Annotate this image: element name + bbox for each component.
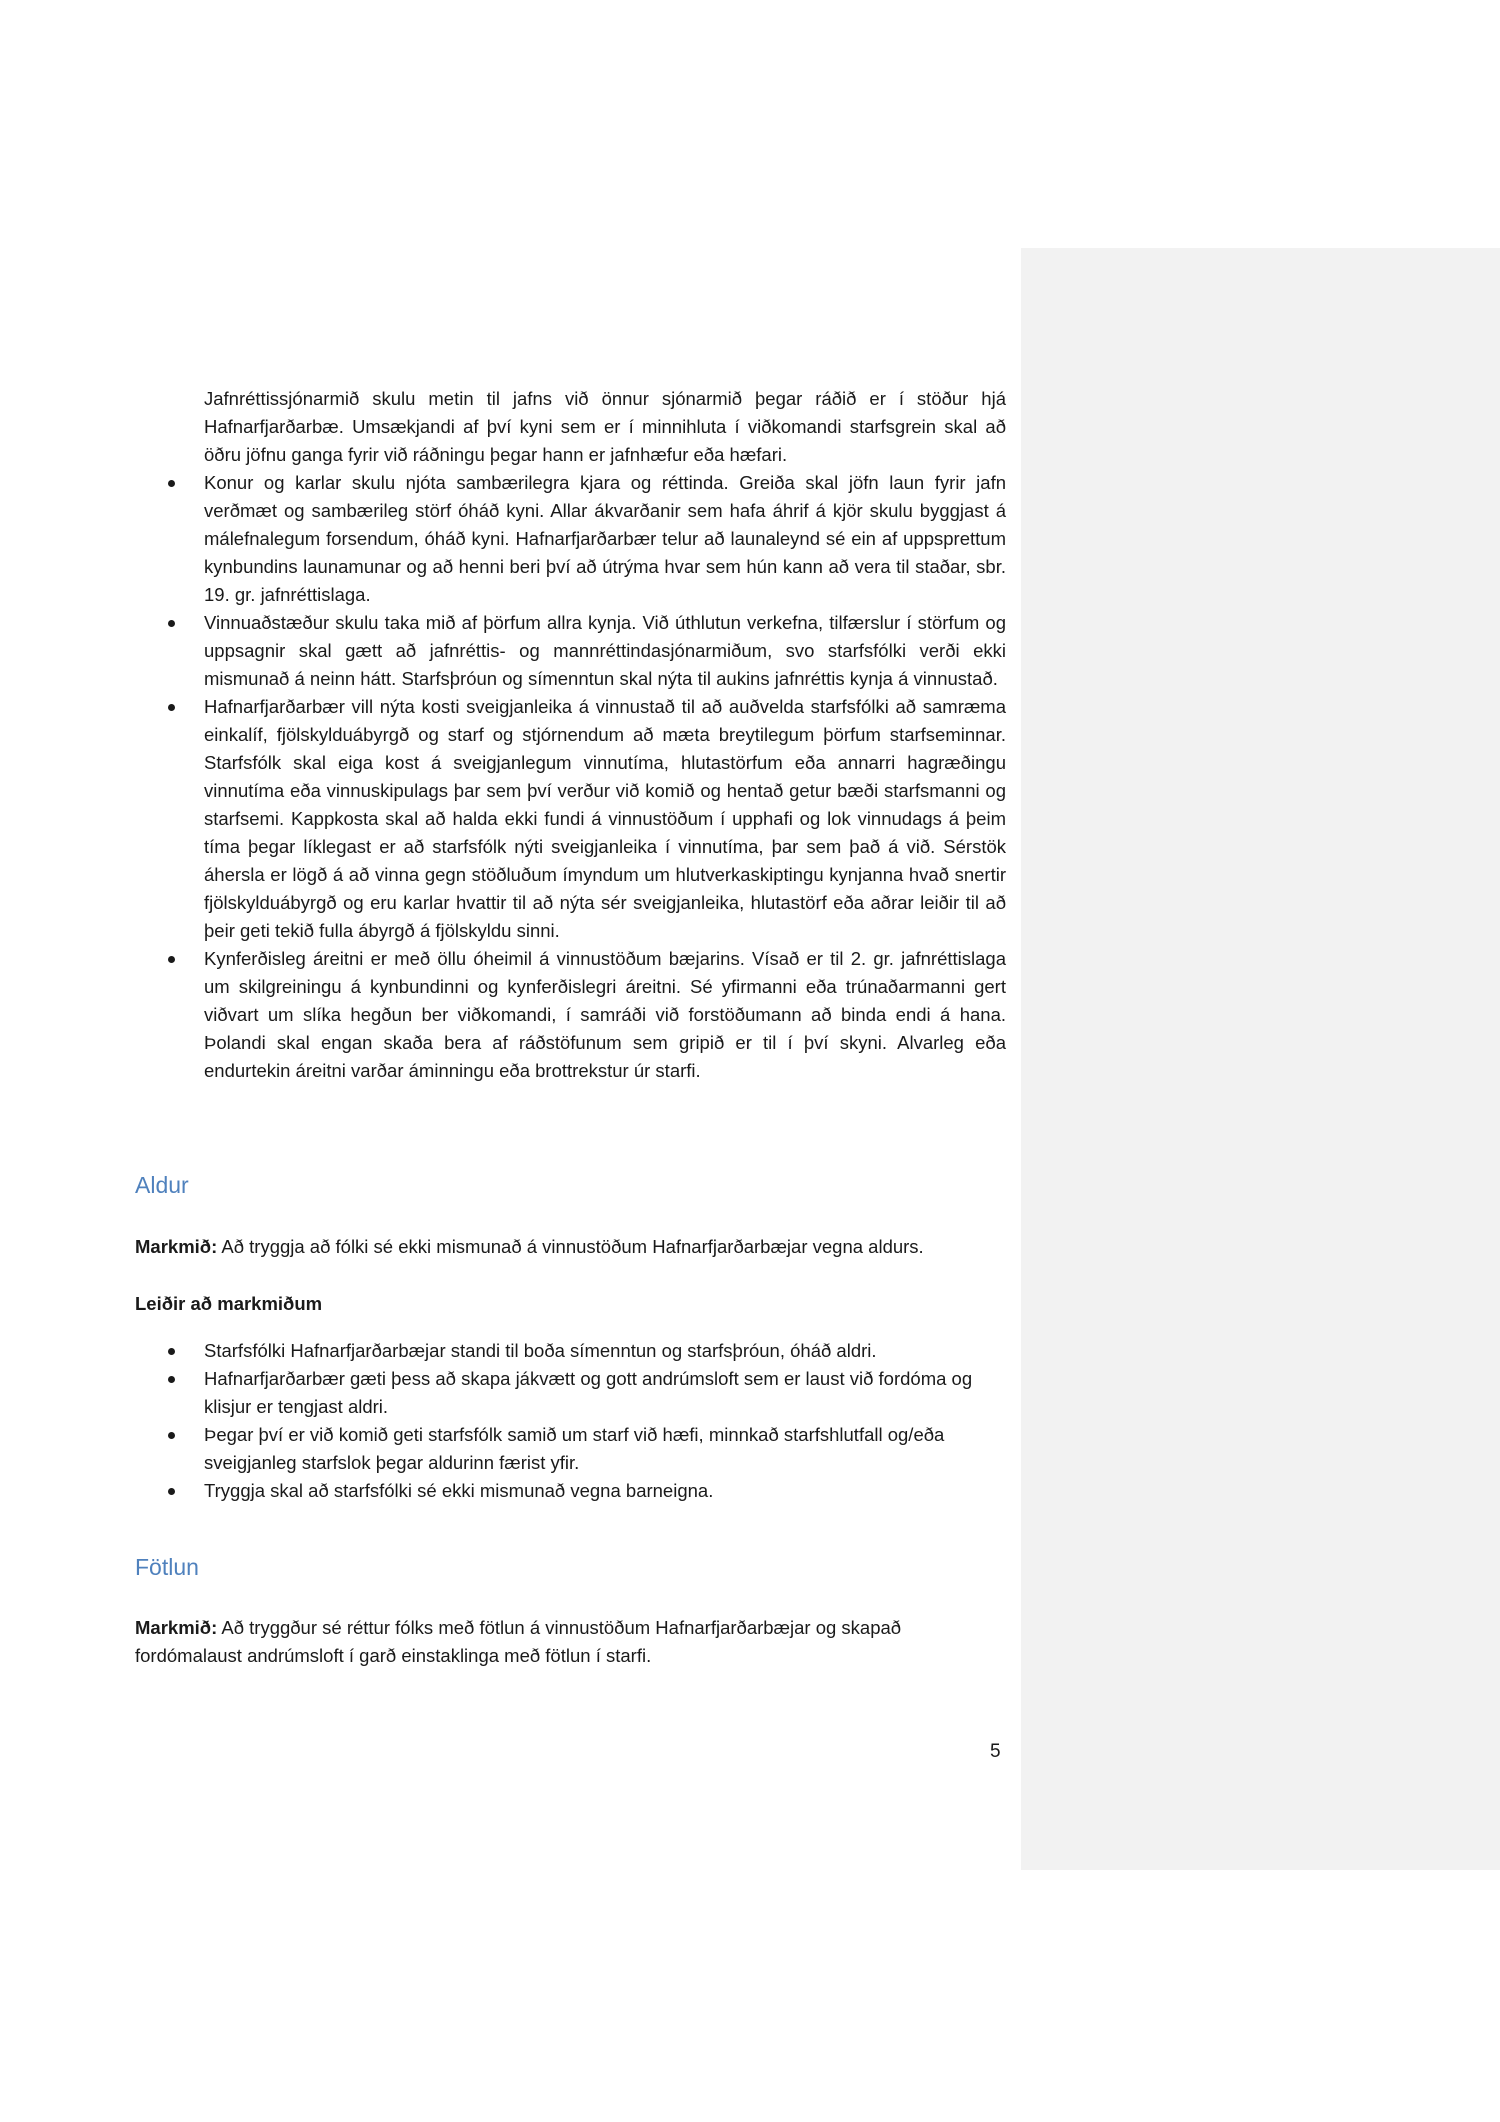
goal-text: Að tryggður sé réttur fólks með fötlun á vinnustöðum Hafnarfjarðarbæjar og skapað fordómalaust andrúmsloft í garð einstaklinga með fötlun í starfi.: [135, 1617, 902, 1666]
goal-label: Markmið:: [135, 1617, 218, 1638]
list-item: [135, 1477, 1006, 1505]
page-number: 5: [990, 1741, 1001, 1762]
bullet-icon: [168, 1432, 175, 1439]
list-item-text: Konur og karlar skulu njóta sambærilegra kjara og réttinda. Greiða skal jöfn laun fyrir jafn verðmæt og sambærileg störf óháð kyni. Allar ákvarðanir sem hafa áhrif á kjör skulu byggjast á málefnalegum forsendum, óháð kyni. Hafnarfjarðarbær telur að launaleynd sé ein af uppsprettum kynbundins launamunar og að henni beri því að útrýma hvar sem hún kann að vera til staðar, sbr. 19. gr. jafnréttislaga.: [204, 472, 1006, 605]
section-heading-fotlun: Fötlun: [135, 1554, 199, 1580]
list-item-text: Vinnuaðstæður skulu taka mið af þörfum allra kynja. Við úthlutun verkefna, tilfærslur í störfum og uppsagnir skal gætt að jafnréttis- og mannréttindasjónarmiðum, svo starfsfólki verði ekki mismunað á neinn hátt. Starfsþróun og símenntun skal nýta til aukins jafnréttis kynja á vinnustað.: [204, 612, 1006, 689]
goal-label: Markmið:: [135, 1236, 218, 1257]
list-item: [135, 693, 1006, 945]
list-item-text: Hafnarfjarðarbær vill nýta kosti sveigjanleika á vinnustað til að auðvelda starfsfólki að samræma einkalíf, fjölskylduábyrgð og starf og stjórnendum að mæta breytilegum þörfum starfseminnar. Starfsfólk skal eiga kost á sveigjanlegum vinnutíma, hlutastörfum eða annarri hagræðingu vinnutíma eða vinnuskipulags þar sem því verður við komið og hentað getur bæði starfsmanni og starfsemi. Kappkosta skal að halda ekki fundi á vinnustöðum í upphafi og lok vinnudags á þeim tíma þegar líklegast er að starfsfólk nýti sveigjanleika í vinnutíma, þar sem það á við. Sérstök áhersla er lögð á að vinna gegn stöðluðum ímyndum um hlutverkaskiptingu kynjanna hvað snertir fjölskylduábyrgð og eru karlar hvattir til að nýta sér sveigjanleika, hlutastörf eða aðrar leiðir til að þeir geti tekið fulla ábyrgð á fjölskyldu sinni.: [204, 696, 1006, 941]
list-item-text: Kynferðisleg áreitni er með öllu óheimil á vinnustöðum bæjarins. Vísað er til 2. gr. jafnréttislaga um skilgreiningu á kynbundinni og kynferðislegri áreitni. Sé yfirmanni eða trúnaðarmanni gert viðvart um slíka hegðun ber viðkomandi, í samráði við forstöðumann að binda endi á hana. Þolandi skal engan skaða bera af ráðstöfunum sem gripið er til í því skyni. Alvarleg eða endurtekin áreitni varðar áminningu eða brottrekstur úr starfi.: [204, 948, 1006, 1081]
bullet-icon: [168, 1488, 175, 1495]
list-item-text: Þegar því er við komið geti starfsfólk samið um starf við hæfi, minnkað starfshlutfall og/eða sveigjanleg starfslok þegar aldurinn færist yfir.: [204, 1424, 945, 1473]
bullet-icon: [168, 1376, 175, 1383]
comment-pane: [1021, 248, 1500, 1870]
ways-heading: Leiðir að markmiðum: [135, 1293, 323, 1314]
bullet-icon: [168, 480, 175, 487]
list-item: [135, 1365, 1006, 1421]
goal-text: Að tryggja að fólki sé ekki mismunað á vinnustöðum Hafnarfjarðarbæjar vegna aldurs.: [217, 1236, 924, 1257]
list-item: [135, 609, 1006, 693]
list-item: [135, 469, 1006, 609]
list-item: [135, 945, 1006, 1085]
section-heading-aldur: Aldur: [135, 1172, 189, 1198]
fotlun-goal: [135, 1614, 1006, 1670]
bullet-icon: [168, 620, 175, 627]
list-item-text: Starfsfólki Hafnarfjarðarbæjar standi til boða símenntun og starfsþróun, óháð aldri.: [204, 1340, 877, 1361]
continuation-paragraph: Jafnréttissjónarmið skulu metin til jafns við önnur sjónarmið þegar ráðið er í stöður hjá Hafnarfjarðarbæ. Umsækjandi af því kyni sem er í minnihluta í viðkomandi starfsgrein skal að öðru jöfnu ganga fyrir við ráðningu þegar hann er jafnhæfur eða hæfari.: [204, 388, 1006, 465]
equality-bullet-list: [135, 469, 1006, 1085]
aldur-goal: [135, 1233, 1006, 1261]
list-item-text: Hafnarfjarðarbær gæti þess að skapa jákvætt og gott andrúmsloft sem er laust við fordóma og klisjur er tengjast aldri.: [204, 1368, 973, 1417]
bullet-icon: [168, 1348, 175, 1355]
bullet-icon: [168, 704, 175, 711]
list-item-text: Tryggja skal að starfsfólki sé ekki mismunað vegna barneigna.: [204, 1480, 714, 1501]
bullet-icon: [168, 956, 175, 963]
aldur-bullet-list: [135, 1337, 1006, 1505]
list-item: [135, 1337, 1006, 1365]
list-item: [135, 1421, 1006, 1477]
